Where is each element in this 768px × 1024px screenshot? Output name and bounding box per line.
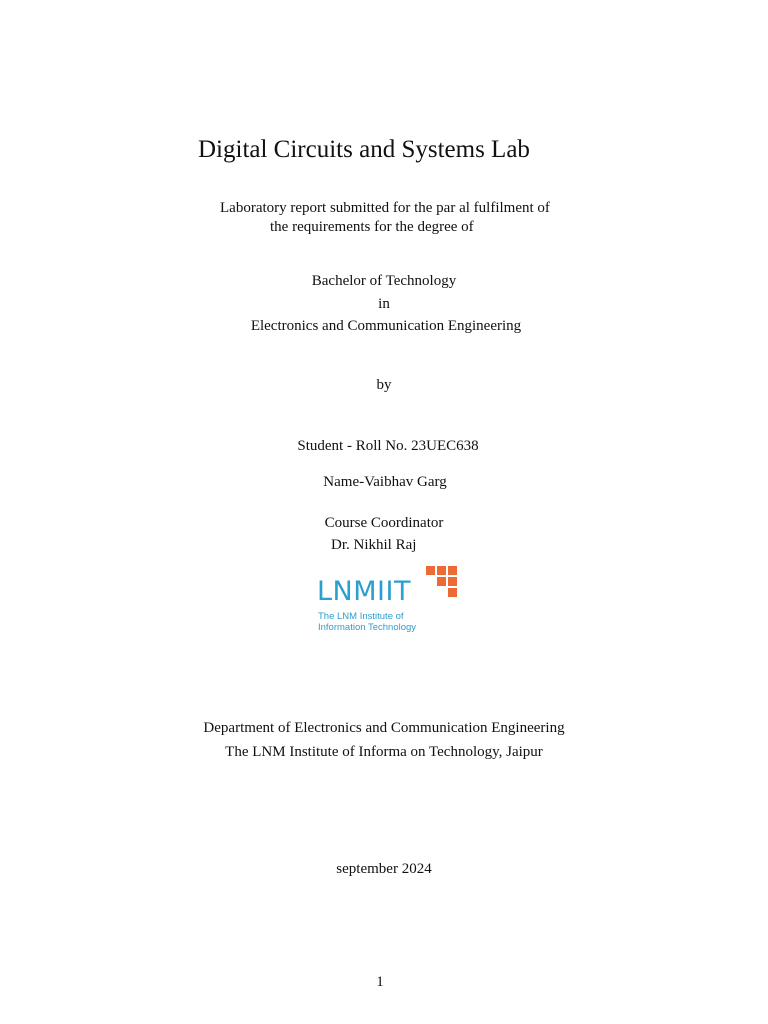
logo-tagline-line2: Information Technology xyxy=(318,622,417,633)
institute-name: The LNM Institute of Informa on Technology, Jaipur xyxy=(225,744,543,760)
department-name: Department of Electronics and Communication Engineering xyxy=(203,720,565,736)
page-number: 1 xyxy=(376,974,384,990)
lnmiit-logo xyxy=(316,564,462,636)
report-date: september 2024 xyxy=(336,861,432,877)
degree-in: in xyxy=(378,296,390,312)
report-title: Digital Circuits and Systems Lab xyxy=(198,136,530,163)
logo-square xyxy=(448,588,457,597)
logo-square xyxy=(437,577,446,586)
branch-name: Electronics and Communication Engineering xyxy=(250,318,522,334)
course-coordinator-name: Dr. Nikhil Raj xyxy=(331,537,417,553)
degree-name: Bachelor of Technology xyxy=(311,273,457,289)
by-label: by xyxy=(376,377,392,393)
student-name: Name-Vaibhav Garg xyxy=(323,474,447,490)
logo-square xyxy=(448,577,457,586)
logo-tagline-line1: The LNM Institute of xyxy=(318,611,404,622)
logo-wordmark: LNMIIT xyxy=(317,576,411,607)
course-coordinator-label: Course Coordinator xyxy=(324,515,444,531)
logo-square xyxy=(437,566,446,575)
logo-square xyxy=(426,566,435,575)
logo-square xyxy=(448,566,457,575)
submission-text-line1: Laboratory report submitted for the par al fulfilment of xyxy=(220,200,550,216)
submission-text-line2: the requirements for the degree of xyxy=(270,219,474,235)
student-roll-number: Student - Roll No. 23UEC638 xyxy=(297,438,479,454)
